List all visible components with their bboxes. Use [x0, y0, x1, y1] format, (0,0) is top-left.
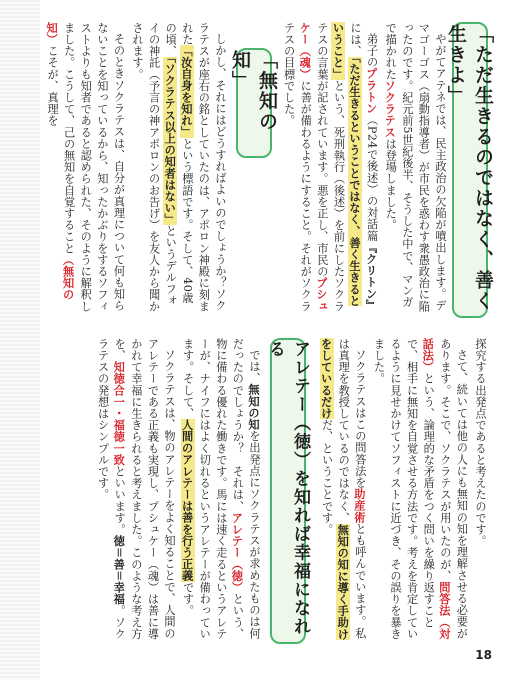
- heading-text: アレテー（徳）を知れば幸福になれる: [265, 340, 310, 636]
- lower-text-block-1: [312, 338, 488, 644]
- page-number: 18: [475, 648, 492, 662]
- paragraph: では、無知の知を出発点にソクラテスが求めたものは何だったのでしょうか？ それは、アレテー（徳）という、物に備わる優れた働きです。馬には速く走るというアレテーが、ナイフにはよく切れるというアレテーが備わっています。そして、人間のアレテーは善を行う正義です。: [180, 338, 261, 640]
- paragraph: ソクラテスはこの問答法を助産術とも呼んでいます。私は真理を教授しているのではなく、無知の知に導く手助けをしているだけだ、ということです。: [319, 338, 367, 640]
- paragraph: 探究する出発点であると考えたのです。: [474, 338, 487, 547]
- paragraph: しかし、それにはどうすればよいのでしょうか？ソクラテスが座右の銘としていたのは、アポロン神殿に刻まれた「汝自身を知れ」という標語です。そして、40歳の頃、「ソクラテス以上の知者はない」というデルフォイの神託（予言の神アポロンのお告げ）を友人から聞かされます。: [131, 22, 227, 312]
- heading-text: 「ただ生きるのではなく、善く生きよ」: [445, 24, 494, 311]
- section-heading-arete: [265, 338, 310, 644]
- upper-text-block: [278, 22, 448, 312]
- page-gutter: [0, 0, 40, 680]
- paragraph: そのときソクラテスは、自分が真理について何も知らないことを知っているから、知ったかぶりをするソフィストよりも知者であると認められた、そのように解釈しました。こうして、己の無知を自覚すること（無知の知）こそが、真理を: [45, 22, 126, 312]
- section-heading-ignorance: [229, 48, 278, 158]
- section-heading-good-life: [445, 22, 494, 318]
- paragraph: さて、続いては他の人にも無知の知を理解させる必要があります。そこで、ソクラテスが用いたのが、問答法（対話法）という、論理的な矛盾をつく問いを繰り返すことで、相手に無知を自覚させる方法です。考えを肯定しているように見せかけてソフィストに近づき、その誤りを暴きました。: [372, 338, 469, 640]
- paragraph: やがてアテネでは、民主政治の欠陥が噴出します。デマゴーゴス（扇動指導者）が市民を惑わす衆愚政治に陥ったのです。紀元前5世紀後半、そうした中で、マンガで描かれたソクラテスは登場しました。: [383, 22, 447, 312]
- paragraph: ソクラテスは、物のアレテーをよく知ることで、人間のアレテーである正義も実現し、プシュケー（魂）は善に導かれて幸福に生きられると考えました。このような考え方を、知徳合一・福徳一致といいます。徳＝善＝幸福。ソクラテスの発想はシンプルです。: [96, 338, 177, 640]
- upper-text-block-2: [40, 22, 228, 312]
- heading-text: 「無知の知」: [229, 50, 278, 132]
- paragraph: 弟子のプラトン（P24で後述）の対話篇『クリトン』には、「ただ生きるということではなく、善く生きるということ」という、死刑執行（後述）を前にしたソクラテスの言葉が記されています。悪を正し、市民のプシュケー（魂）に善が備わるようにすること。それがソクラテスの目標でした。: [282, 22, 379, 313]
- lower-text-block-2: [40, 338, 262, 644]
